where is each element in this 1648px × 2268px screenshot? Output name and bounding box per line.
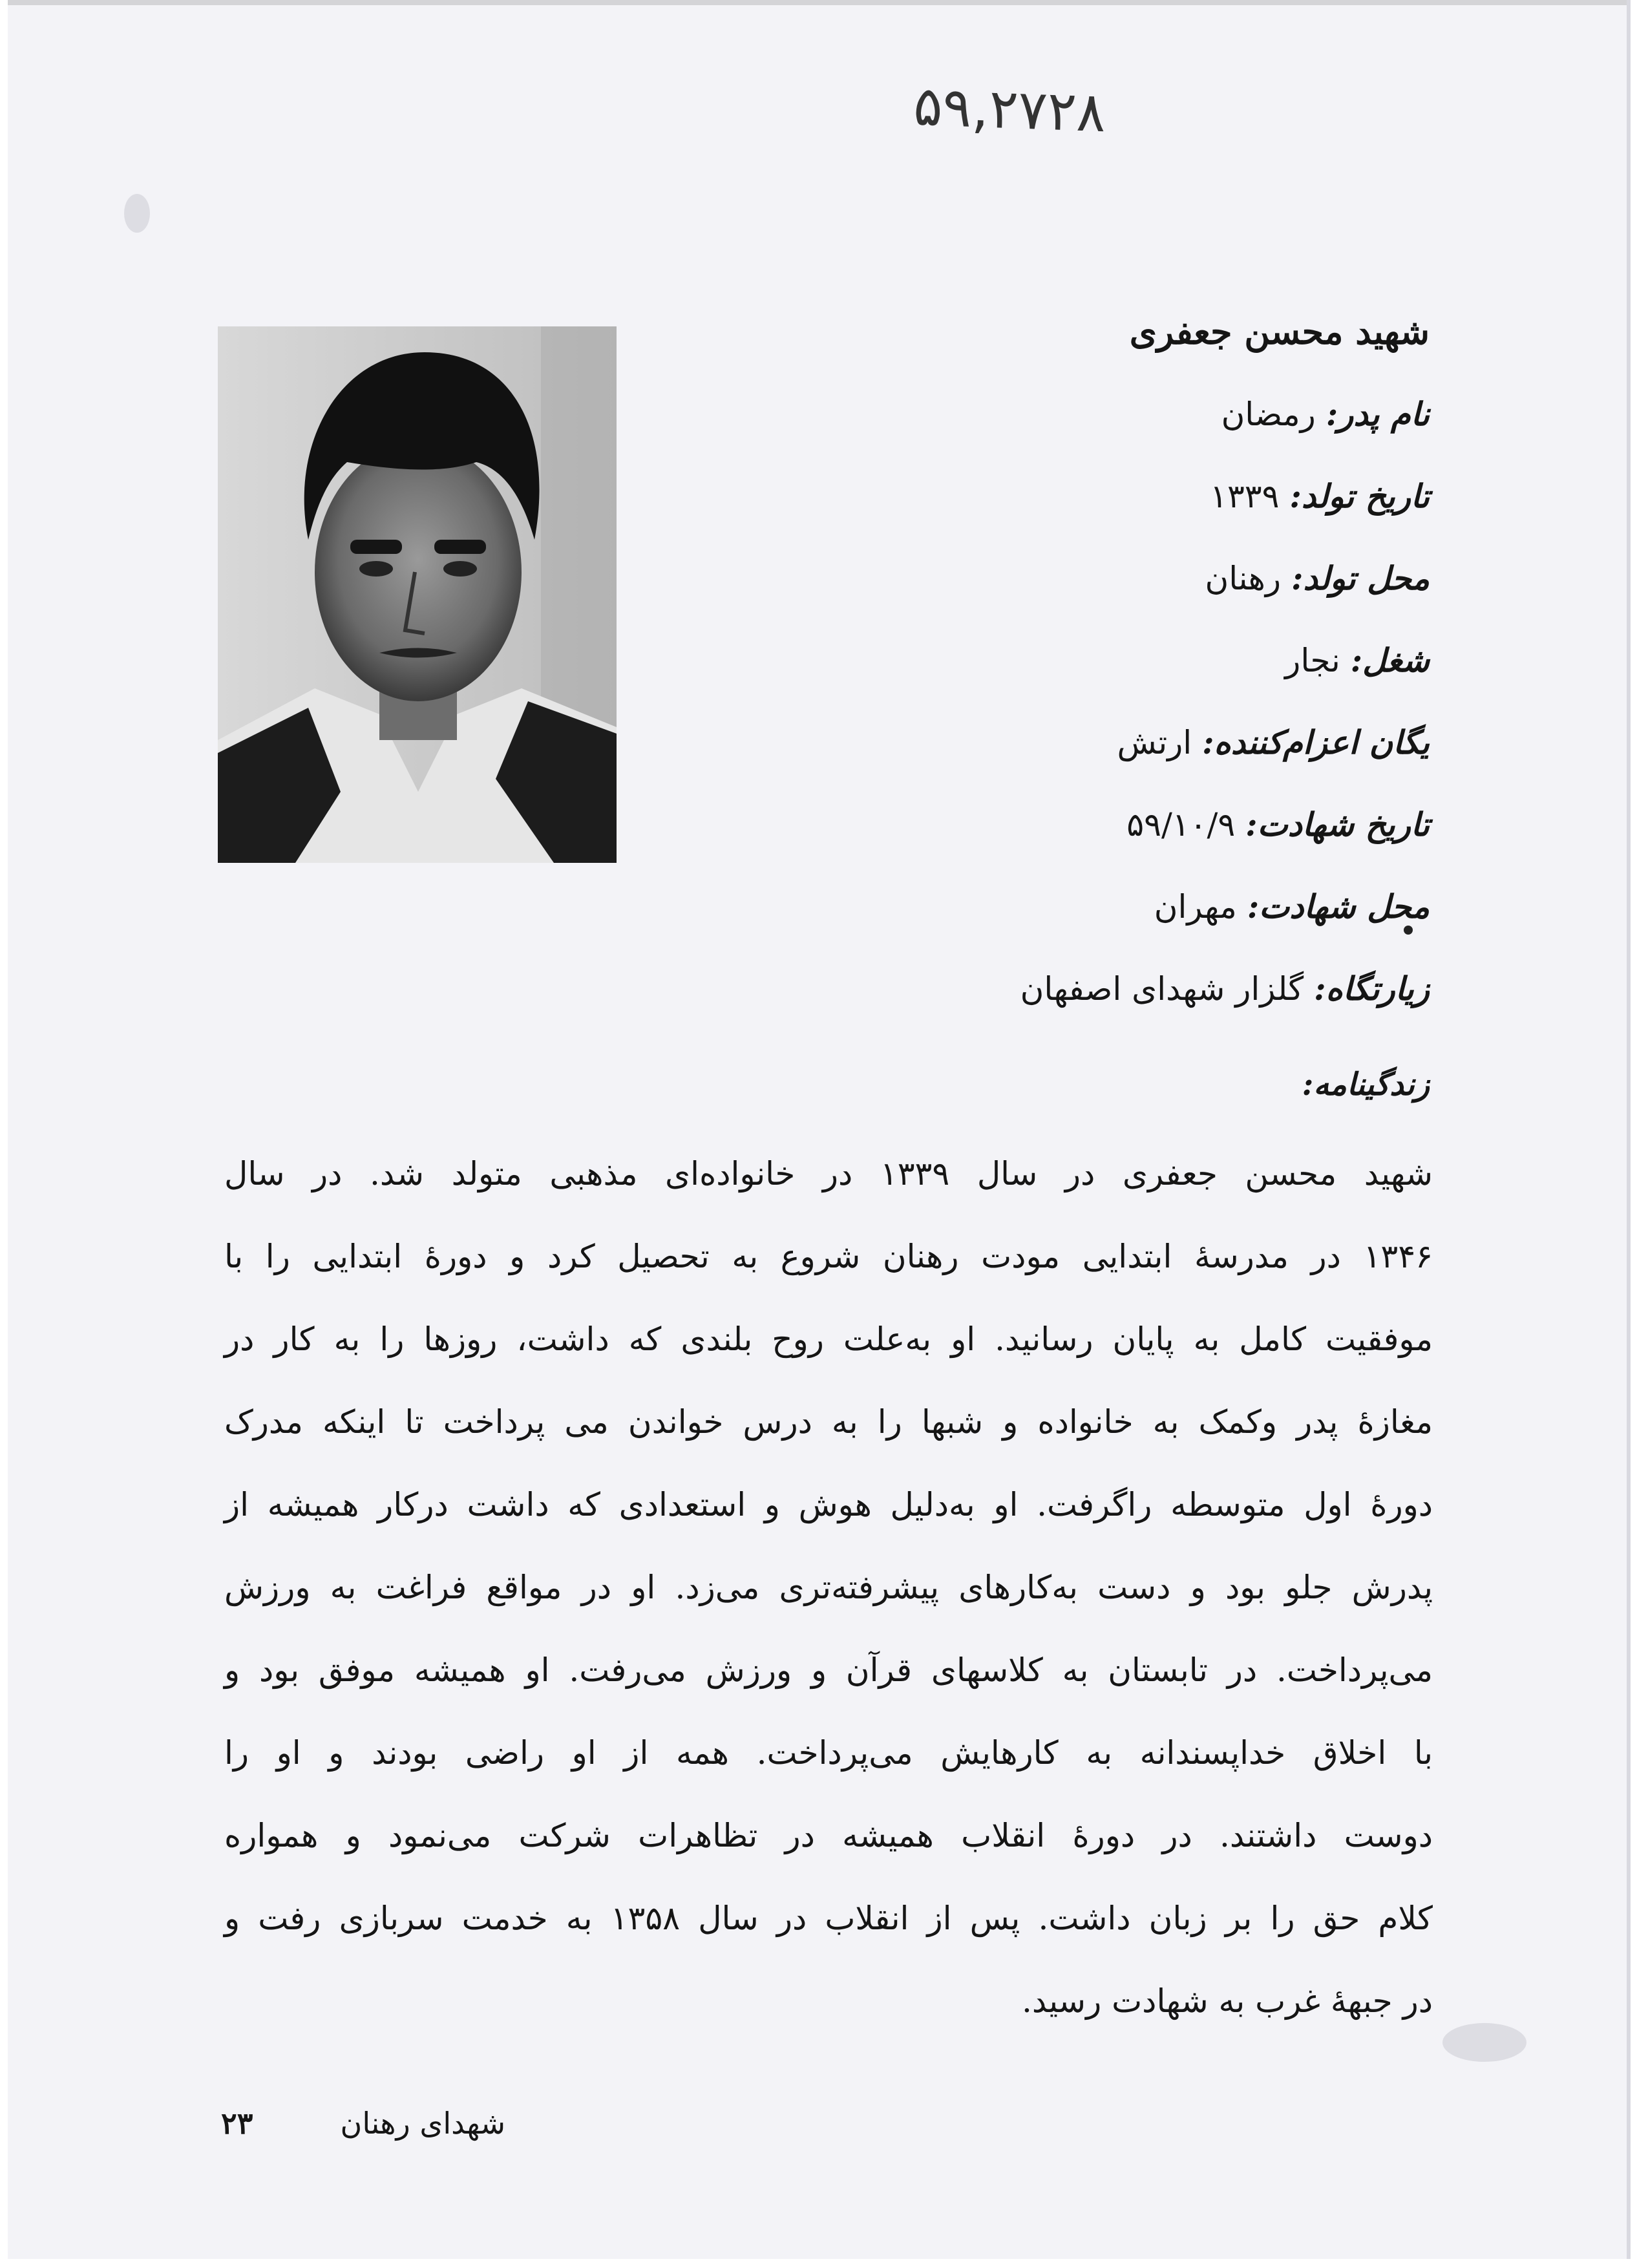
biography-line: با اخلاق خداپسندانه به کارهایش می‌پرداخت. همه از او راضی بودند و او را — [224, 1734, 1433, 1772]
info-value: رهنان — [1205, 560, 1282, 597]
info-row-father — [977, 373, 1430, 455]
page-footer — [221, 2101, 505, 2146]
book-title: شهدای رهنان — [340, 2106, 505, 2141]
biography-line: ۱۳۴۶ در مدرسهٔ ابتدایی مودت رهنان شروع به تحصیل کرد و دورهٔ ابتدایی را با — [224, 1238, 1433, 1275]
biography-line: دوست داشتند. در دورهٔ انقلاب همیشه در تظاهرات شرکت می‌نمود و همواره — [224, 1817, 1433, 1854]
info-label: تاریخ تولد: — [1289, 477, 1430, 515]
info-label: زیارتگاه: — [1314, 970, 1430, 1008]
info-value: ۵۹/۱۰/۹ — [1126, 806, 1236, 843]
biography-text — [224, 1144, 1433, 2054]
info-row-burial-place — [977, 948, 1430, 1030]
biography-line: موفقیت کامل به پایان رسانید. او به‌علت روح بلندی که داشت، روزها را به کار در — [224, 1320, 1433, 1358]
page-number: ۲۳ — [221, 2106, 253, 2141]
scan-top-edge — [8, 0, 1627, 5]
info-label: محل شهادت: — [1247, 887, 1430, 926]
info-label: نام پدر: — [1326, 395, 1430, 433]
info-row-martyrdom-date — [977, 783, 1430, 865]
scan-smudge — [1442, 2023, 1527, 2062]
info-value: گلزار شهدای اصفهان — [1020, 970, 1304, 1008]
handwritten-archive-number: ۵۹,۲۷۲۸ — [912, 74, 1107, 145]
biography-heading: زندگینامه: — [1302, 1066, 1430, 1103]
info-row-birth-date — [977, 455, 1430, 537]
info-label: یگان اعزام‌کننده: — [1202, 723, 1430, 761]
scanned-page — [8, 0, 1631, 2259]
scan-smudge — [124, 194, 150, 233]
info-row-birth-place — [977, 537, 1430, 619]
biography-line: در جبههٔ غرب به شهادت رسید. — [1021, 1982, 1433, 2020]
info-label: محل تولد: — [1291, 559, 1430, 597]
biography-line: مغازهٔ پدر وکمک به خانواده و شبها را به درس خواندن می پرداخت تا اینکه مدرک — [224, 1403, 1433, 1441]
biography-line: کلام حق را بر زبان داشت. پس از انقلاب در سال ۱۳۵۸ به خدمت سربازی رفت و — [224, 1900, 1433, 1937]
martyr-name-title: شهید محسن جعفری — [1129, 311, 1430, 352]
biography-line: می‌پرداخت. در تابستان به کلاسهای قرآن و ورزش می‌رفت. او همیشه موفق بود و — [224, 1651, 1433, 1689]
info-row-occupation — [977, 619, 1430, 701]
info-value: مهران — [1154, 888, 1237, 926]
martyr-info-list — [977, 291, 1430, 1030]
biography-line: دورهٔ اول متوسطه راگرفت. او به‌دلیل هوش و استعدادی که داشت درکار همیشه از — [224, 1486, 1433, 1523]
info-value: ۱۳۳۹ — [1210, 478, 1280, 515]
info-row-martyrdom-place — [977, 865, 1430, 948]
info-value: رمضان — [1221, 396, 1316, 433]
info-label: شغل: — [1350, 641, 1430, 679]
info-value: ارتش — [1117, 724, 1192, 761]
bullet-dot-icon — [1404, 926, 1413, 935]
info-value: نجار — [1285, 642, 1340, 679]
biography-line: شهید محسن جعفری در سال ۱۳۳۹ در خانواده‌ای مذهبی متولد شد. در سال — [224, 1155, 1433, 1192]
info-label: تاریخ شهادت: — [1245, 805, 1430, 843]
biography-line: پدرش جلو بود و دست به‌کارهای پیشرفته‌تری می‌زد. او در مواقع فراغت به ورزش — [224, 1569, 1433, 1606]
portrait-photo — [218, 326, 617, 863]
portrait-image — [218, 326, 617, 863]
info-row-unit — [977, 701, 1430, 783]
